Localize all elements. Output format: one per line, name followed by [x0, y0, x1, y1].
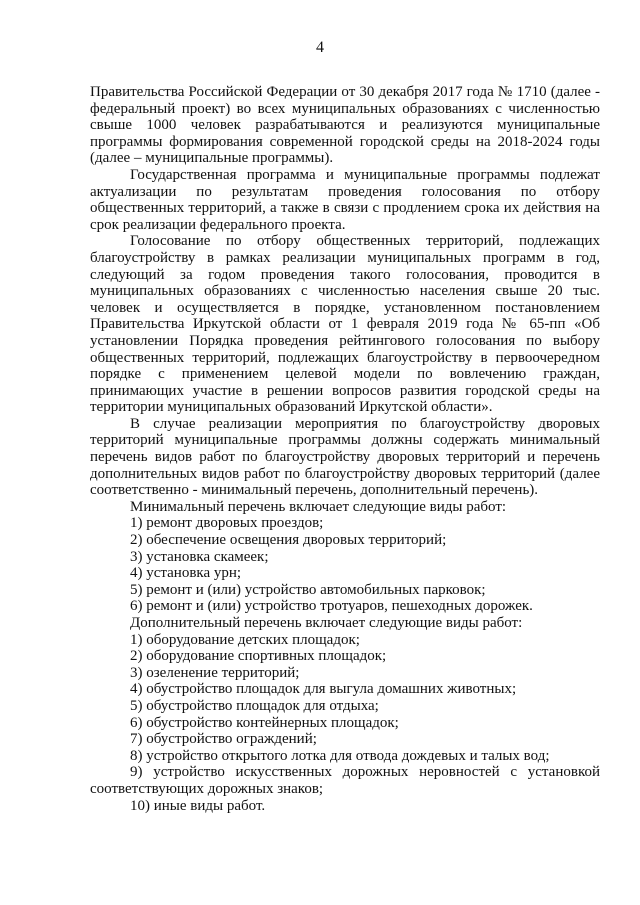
minimal-list-intro: Минимальный перечень включает следующие виды работ:	[130, 498, 507, 515]
additional-list-item: 2) оборудование спортивных площадок;	[130, 648, 387, 665]
additional-list-item: 5) обустройство площадок для отдыха;	[130, 697, 379, 714]
minimal-list-item: 6) ремонт и (или) устройство тротуаров, пешеходных дорожек.	[130, 598, 533, 615]
paragraph-courtyard: В случае реализации мероприятия по благоустройству дворовых территорий муниципальные программы должны содержать минимальный перечень видов работ по благоустройству дворовых территорий и перечень дополнительных видов работ по благоустройству дворовых территорий (далее соответственно - минимальный перечень, дополнительный перечень).	[90, 415, 600, 499]
additional-list-item: 7) обустройство ограждений;	[130, 731, 317, 748]
paragraph-state-program: Государственная программа и муниципальные программы подлежат актуализации по результатам проведения голосования по отбору общественных территорий, а также в связи с продлением срока их действия на срок реализации федерального проекта.	[90, 166, 600, 233]
additional-list-item: 6) обустройство контейнерных площадок;	[130, 714, 399, 731]
minimal-list-item: 1) ремонт дворовых проездов;	[130, 515, 324, 532]
additional-list-item: 1) оборудование детских площадок;	[130, 631, 360, 648]
minimal-list-item: 4) установка урн;	[130, 565, 242, 582]
additional-list-item: 3) озеленение территорий;	[130, 664, 300, 681]
additional-list-item: 10) иные виды работ.	[130, 797, 266, 814]
additional-list-item: 4) обустройство площадок для выгула домашних животных;	[130, 681, 517, 698]
additional-list-item: 9) устройство искусственных дорожных неровностей с установкой соответствующих дорожных знаков;	[90, 764, 600, 797]
additional-list-intro: Дополнительный перечень включает следующие виды работ:	[130, 615, 523, 631]
paragraph-voting: Голосование по отбору общественных территорий, подлежащих благоустройству в рамках реализации муниципальных программ в год, следующий за годом проведения такого голосования, проводится в муниципальных образованиях с численностью населения свыше 20 тыс. человек и осуществляется в порядке, установленном постановлением Правительства Иркутской области от 1 февраля 2019 года № 65-пп «Об установлении Порядка проведения рейтингового голосования по выбору общественных территорий, подлежащих благоустройству в первоочередном порядке с применением целевой модели по вовлечению граждан, принимающих участие в решении вопросов развития городской среды на территории муниципальных образований Иркутской области».	[90, 233, 600, 416]
additional-list-item: 8) устройство открытого лотка для отвода дождевых и талых вод;	[130, 747, 550, 764]
minimal-list-item: 5) ремонт и (или) устройство автомобильных парковок;	[130, 581, 486, 598]
paragraph-federal-project: Правительства Российской Федерации от 30 декабря 2017 года № 1710 (далее - федеральный проект) во всех муниципальных образованиях с численностью свыше 1000 человек разрабатываются и реализуются муниципальные программы формирования современной городской среды на 2018-2024 годы (далее – муниципальные программы).	[90, 84, 600, 167]
document-body	[90, 84, 600, 814]
page-number: 4	[316, 39, 324, 56]
minimal-list-item: 2) обеспечение освещения дворовых территорий;	[130, 532, 447, 549]
minimal-list-item: 3) установка скамеек;	[130, 548, 269, 565]
